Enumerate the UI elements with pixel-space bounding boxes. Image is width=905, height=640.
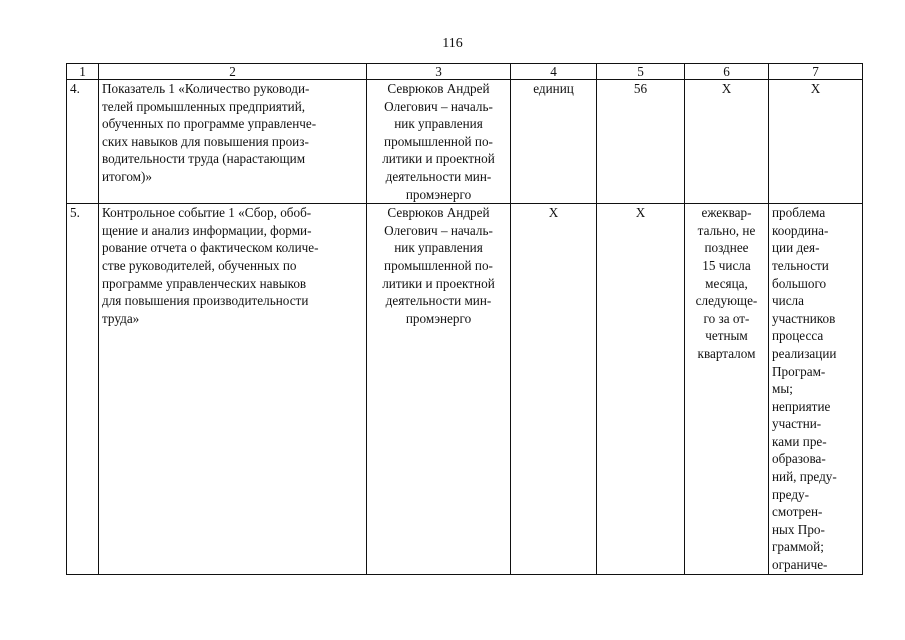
page-number: 116 [442, 36, 463, 51]
risk-line: смотрен- [772, 504, 823, 520]
responsible-line: ник управления [394, 240, 483, 256]
risk-line: тельности [772, 257, 829, 273]
risk-cell [769, 80, 863, 204]
deadline-line: четным [705, 328, 748, 344]
responsible-line: ник управления [394, 116, 483, 132]
description-line: Показатель 1 «Количество руководи- [102, 81, 310, 96]
risk-cell [769, 204, 863, 574]
risk-line: преду- [772, 486, 810, 502]
table-row [67, 80, 863, 204]
responsible-line: промышленной по- [384, 133, 493, 149]
deadline-line: позднее [704, 240, 749, 256]
description-line: стве руководителей, обученных по [102, 257, 297, 273]
description-line: щение и анализ информации, форми- [102, 222, 312, 238]
value-cell: X [597, 204, 685, 574]
responsible-line: литики и проектной [382, 275, 495, 291]
description-line: ских навыков для повышения произ- [102, 133, 309, 149]
risk-line: координа- [772, 222, 829, 238]
deadline-line: кварталом [697, 345, 756, 361]
risk-line: ных Про- [772, 521, 825, 537]
risk-line: мы; [772, 381, 793, 397]
responsible-line: Севрюков Андрей [387, 81, 490, 96]
column-header-5: 5 [597, 64, 685, 80]
table-row [67, 204, 863, 574]
risk-line: образова- [772, 451, 826, 467]
description-line: рование отчета о фактическом количе- [102, 240, 319, 256]
risk-line: процесса [772, 328, 824, 344]
risk-line: числа [772, 293, 804, 309]
column-header-6: 6 [685, 64, 769, 80]
deadline-cell [685, 204, 769, 574]
risk-line: большого [772, 275, 827, 291]
deadline-line: X [721, 81, 732, 96]
description-cell [99, 204, 367, 574]
unit-cell: X [511, 204, 597, 574]
deadline-line: месяца, [705, 275, 748, 291]
responsible-line: деятельности мин- [385, 168, 492, 184]
column-header-7: 7 [769, 64, 863, 80]
responsible-line: деятельности мин- [385, 293, 492, 309]
responsible-cell [367, 80, 511, 204]
deadline-line: 15 числа [702, 257, 751, 273]
risk-line: ками пре- [772, 433, 827, 449]
risk-line: ции дея- [772, 240, 820, 256]
responsible-line: промэнерго [405, 186, 472, 202]
table-header-row [67, 64, 863, 80]
deadline-cell [685, 80, 769, 204]
risk-line: неприятие [772, 398, 831, 414]
column-header-1: 1 [67, 64, 99, 80]
risk-line: Програм- [772, 363, 826, 379]
unit-cell: единиц [511, 80, 597, 204]
risk-line: проблема [772, 205, 826, 221]
risk-line: ограниче- [772, 557, 828, 573]
column-header-3: 3 [367, 64, 511, 80]
description-line: телей промышленных предприятий, [102, 98, 306, 114]
description-line: водительности труда (нарастающим [102, 151, 306, 167]
deadline-line: следующе- [695, 293, 758, 309]
row-number-cell: 5. [67, 204, 99, 574]
responsible-cell [367, 204, 511, 574]
description-line: Контрольное событие 1 «Сбор, обоб- [102, 205, 312, 221]
responsible-line: промэнерго [405, 310, 472, 326]
responsible-line: промышленной по- [384, 257, 493, 273]
risk-line: граммой; [772, 539, 824, 555]
deadline-line: тально, не [697, 222, 756, 238]
report-table [66, 63, 863, 575]
responsible-line: Олегович – началь- [384, 222, 493, 238]
column-header-2: 2 [99, 64, 367, 80]
responsible-line: Севрюков Андрей [387, 205, 490, 221]
description-line: итогом)» [102, 168, 152, 184]
risk-line: ний, преду- [772, 469, 837, 485]
description-line: программе управленческих навыков [102, 275, 307, 291]
deadline-line: го за от- [703, 310, 750, 326]
risk-line: X [810, 81, 821, 96]
description-line: для повышения производительности [102, 293, 309, 309]
value-cell: 56 [597, 80, 685, 204]
responsible-line: литики и проектной [382, 151, 495, 167]
row-number-cell: 4. [67, 80, 99, 204]
risk-line: реализации [772, 345, 837, 361]
description-cell [99, 80, 367, 204]
description-line: обученных по программе управленче- [102, 116, 317, 132]
column-header-4: 4 [511, 64, 597, 80]
risk-line: участни- [772, 416, 822, 432]
risk-line: участников [772, 310, 836, 326]
responsible-line: Олегович – началь- [384, 98, 493, 114]
deadline-line: ежеквар- [701, 205, 752, 221]
description-line: труда» [102, 310, 140, 326]
